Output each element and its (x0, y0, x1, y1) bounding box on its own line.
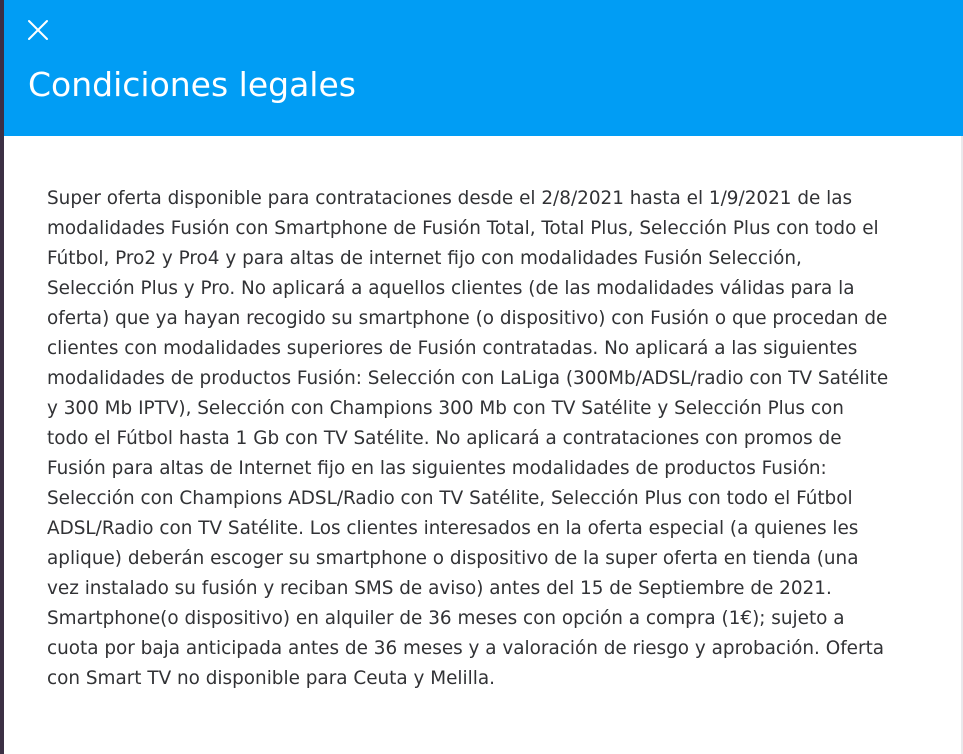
modal-header (4, 0, 963, 136)
close-button[interactable] (24, 16, 52, 44)
legal-text: Super oferta disponible para contrataciones desde el 2/8/2021 hasta el 1/9/2021 de las modalidades Fusión con Smartphone de Fusión Total, Total Plus, Selección Plus con todo el Fútbol, Pro2 y Pro4 y para altas de internet fijo con modalidades Fusión Selección, Selección Plus y Pro. No aplicará a aquellos clientes (de las modalidades válidas para la oferta) que ya hayan recogido su smartphone (o dispositivo) con Fusión o que procedan de clientes con modalidades superiores de Fusión contratadas. No aplicará a las siguientes modalidades de productos Fusión: Selección con LaLiga (300Mb/ADSL/radio con TV Satélite y 300 Mb IPTV), Selección con Champions 300 Mb con TV Satélite y Selección Plus con todo el Fútbol hasta 1 Gb con TV Satélite. No aplicará a contrataciones con promos de Fusión para altas de Internet fijo en las siguientes modalidades de productos Fusión: Selección con Champions ADSL/Radio con TV Satélite, Selección Plus con todo el Fútbol ADSL/Radio con TV Satélite. Los clientes interesados en la oferta especial (a quienes les aplique) deberán escoger su smartphone o dispositivo de la super oferta en tienda (una vez instalado su fusión y reciban SMS de aviso) antes del 15 de Septiembre de 2021. Smartphone(o dispositivo) en alquiler de 36 meses con opción a compra (1€); sujeto a cuota por baja anticipada antes de 36 meses y a valoración de riesgo y aprobación. Oferta con Smart TV no disponible para Ceuta y Melilla. (47, 188, 889, 689)
modal-title: Condiciones legales (28, 65, 356, 104)
close-icon (24, 16, 52, 44)
legal-conditions-modal (4, 0, 963, 754)
modal-body (47, 184, 891, 694)
